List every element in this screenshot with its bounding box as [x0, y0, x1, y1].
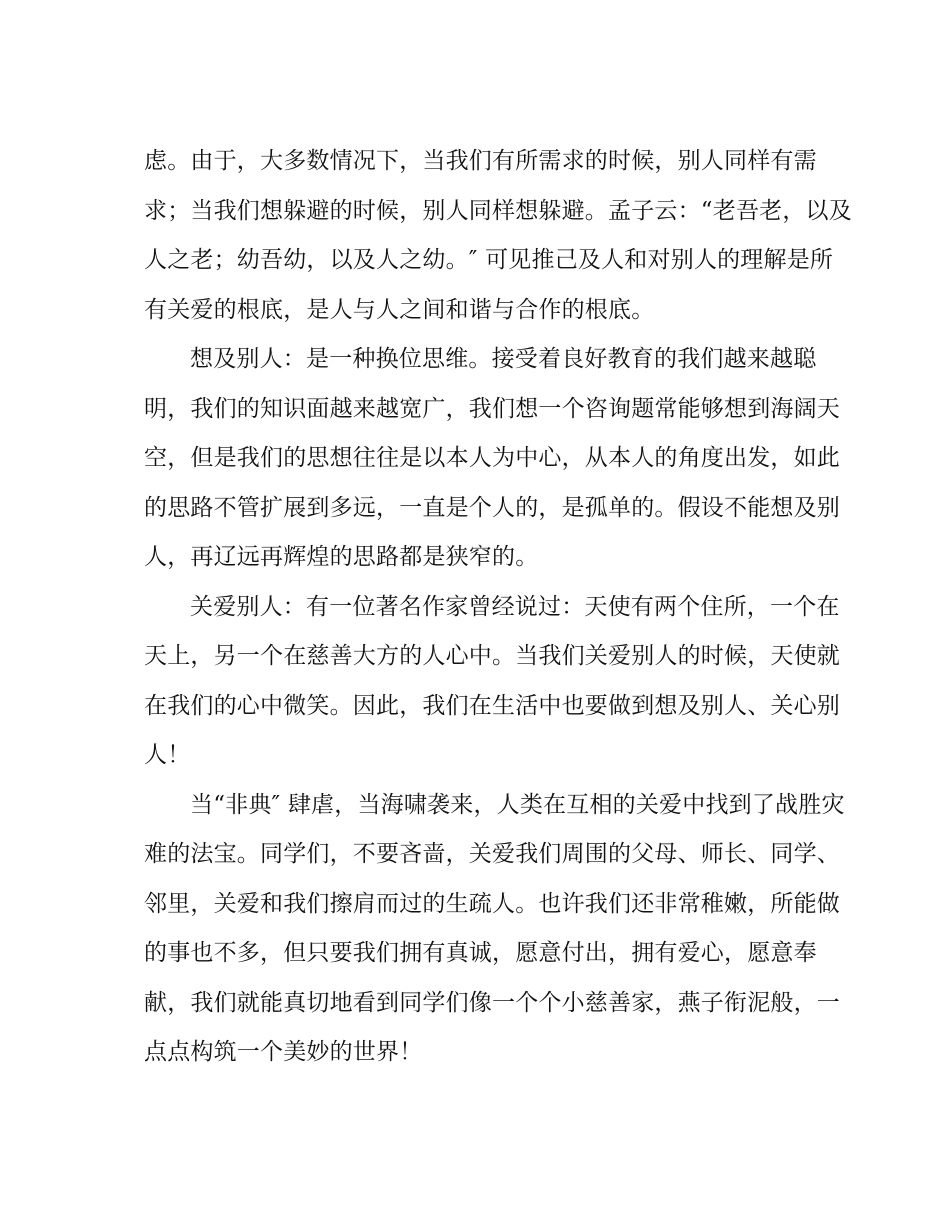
text-line: 邻里，关爱和我们擦肩而过的生疏人。也许我们还非常稚嫩，所能做: [144, 890, 840, 917]
text-line: 求；当我们想躲避的时候，别人同样想躲避。孟子云：“老吾老，以及: [144, 197, 852, 224]
paragraph-first-line: 想及别人：是一种换位思维。接受着良好教育的我们越来越聪: [190, 346, 817, 372]
text-line: 在我们的心中微笑。因此，我们在生活中也要做到想及别人、关心别: [144, 692, 840, 719]
text-line: 空，但是我们的思想往往是以本人为中心，从本人的角度出发，如此: [144, 445, 840, 471]
text-line: 明，我们的知识面越来越宽广，我们想一个咨询题常能够想到海阔天: [144, 395, 840, 422]
text-line: 人！: [144, 742, 191, 768]
text-line: 的思路不管扩展到多远，一直是个人的，是孤单的。假设不能想及别: [144, 494, 840, 521]
text-line: 人，再辽远再辉煌的思路都是狭窄的。: [144, 544, 539, 570]
text-line: 有关爱的根底，是人与人之间和谐与合作的根底。: [144, 296, 655, 323]
text-line: 天上，另一个在慈善大方的人心中。当我们关爱别人的时候，天使就: [144, 643, 840, 669]
text-line: 虑。由于，大多数情况下，当我们有所需求的时候，别人同样有需: [144, 148, 817, 174]
text-line: 人之老；幼吾幼，以及人之幼。″ 可见推己及人和对别人的理解是所: [144, 247, 834, 273]
text-line: 点点构筑一个美妙的世界！: [144, 1039, 423, 1065]
paragraph-first-line: 关爱别人：有一位著名作家曾经说过：天使有两个住所，一个在: [190, 593, 840, 620]
document-body: [144, 137, 852, 1078]
text-line: 的事也不多，但只要我们拥有真诚，愿意付出，拥有爱心，愿意奉: [144, 940, 817, 966]
text-line: 难的法宝。同学们，不要吝啬，关爱我们周围的父母、师长、同学、: [144, 841, 840, 867]
text-line: 献，我们就能真切地看到同学们像一个个小慈善家，燕子衔泥般，一: [144, 989, 840, 1016]
paragraph-first-line: 当“非典″ 肆虐，当海啸袭来，人类在互相的关爱中找到了战胜灾: [190, 791, 845, 818]
